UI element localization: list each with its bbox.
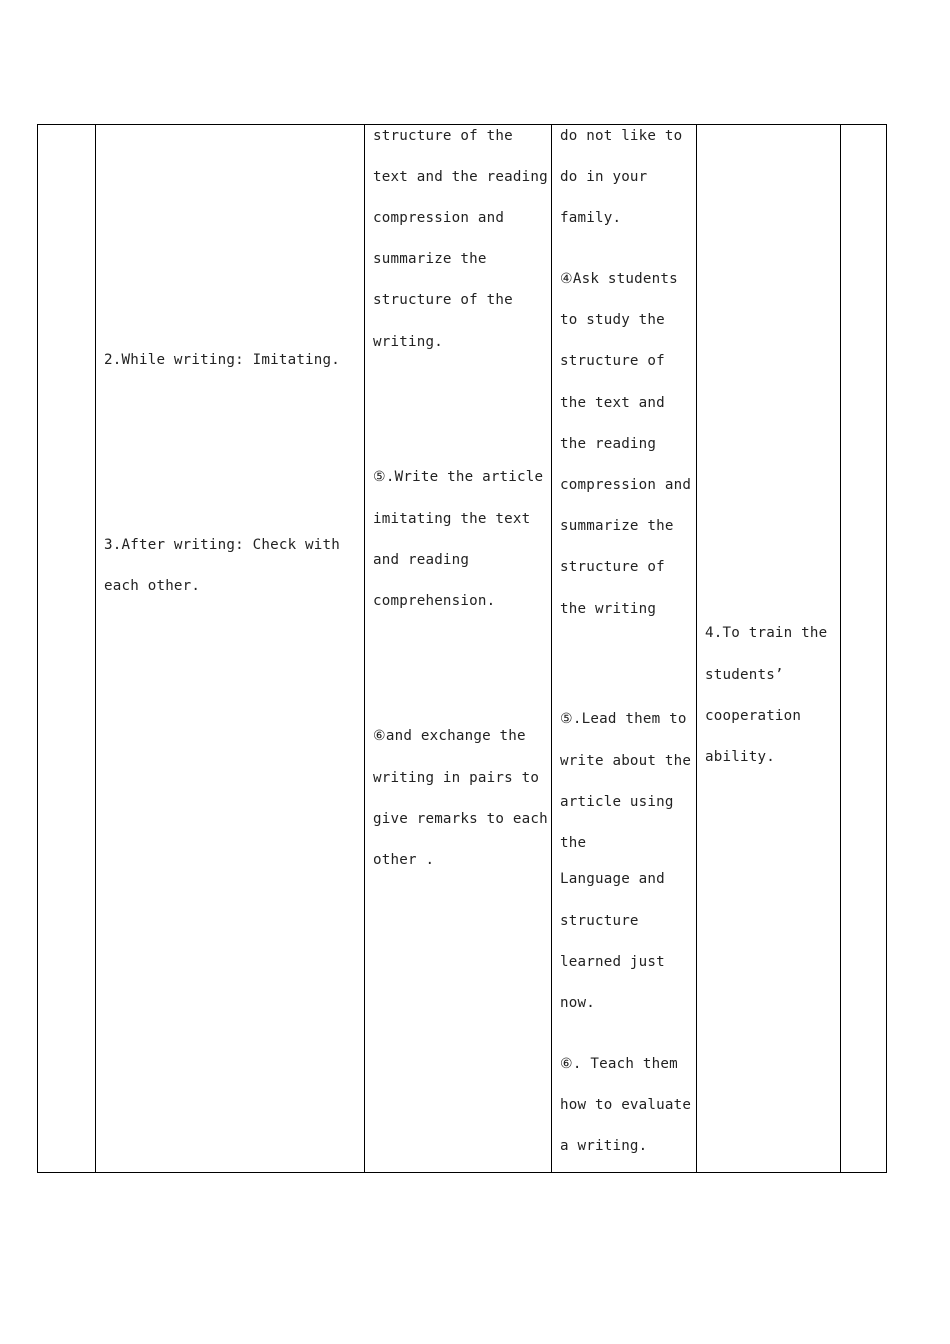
teacher-activity-line: the [560,835,587,851]
teacher-activity-line: structure [560,913,639,929]
step-after-writing: 3.After writing: Check with [104,537,341,553]
column-divider [696,125,697,1172]
student-activity-line: summarize the [373,251,487,267]
teacher-activity-line: to study the [560,312,665,328]
teacher-activity-line: compression and [560,477,692,493]
teacher-activity-line: summarize the [560,518,674,534]
student-activity-line: compression and [373,210,505,226]
student-activity-line: give remarks to each [373,811,548,827]
teacher-activity-line: the text and [560,395,665,411]
student-activity-line: ⑥and exchange the [373,728,526,744]
teacher-activity-line: do not like to [560,128,683,144]
teacher-activity-line: the reading [560,436,657,452]
column-divider [840,125,841,1172]
student-activity-line: comprehension. [373,593,496,609]
teacher-activity-line: learned just [560,954,665,970]
step-after-writing-cont: each other. [104,578,201,594]
student-activity-line: writing. [373,334,443,350]
teacher-activity-line: structure of [560,559,665,575]
teacher-activity-line: ⑥. Teach them [560,1056,678,1072]
student-activity-line: imitating the text [373,511,531,527]
student-activity-line: writing in pairs to [373,770,540,786]
teacher-activity-line: ④Ask students [560,271,678,287]
teacher-activity-line: how to evaluate [560,1097,692,1113]
step-while-writing: 2.While writing: Imitating. [104,352,341,368]
column-divider [95,125,96,1172]
lesson-plan-table [37,124,887,1173]
teacher-activity-line: structure of [560,353,665,369]
teacher-activity-line: write about the [560,753,692,769]
student-activity-line: and reading [373,552,470,568]
teacher-activity-line: the writing [560,601,657,617]
column-divider [551,125,552,1172]
purpose-line: students’ [705,667,784,683]
teacher-activity-line: do in your [560,169,648,185]
purpose-line: ability. [705,749,775,765]
teacher-activity-line: a writing. [560,1138,648,1154]
teacher-activity-line: family. [560,210,622,226]
purpose-line: 4.To train the [705,625,828,641]
teacher-activity-line: ⑤.Lead them to [560,711,687,727]
student-activity-line: text and the reading [373,169,548,185]
student-activity-line: structure of the [373,128,513,144]
teacher-activity-line: article using [560,794,674,810]
teacher-activity-line: Language and [560,871,665,887]
student-activity-line: ⑤.Write the article [373,469,544,485]
student-activity-line: structure of the [373,292,513,308]
teacher-activity-line: now. [560,995,595,1011]
student-activity-line: other . [373,852,435,868]
purpose-line: cooperation [705,708,802,724]
column-divider [364,125,365,1172]
